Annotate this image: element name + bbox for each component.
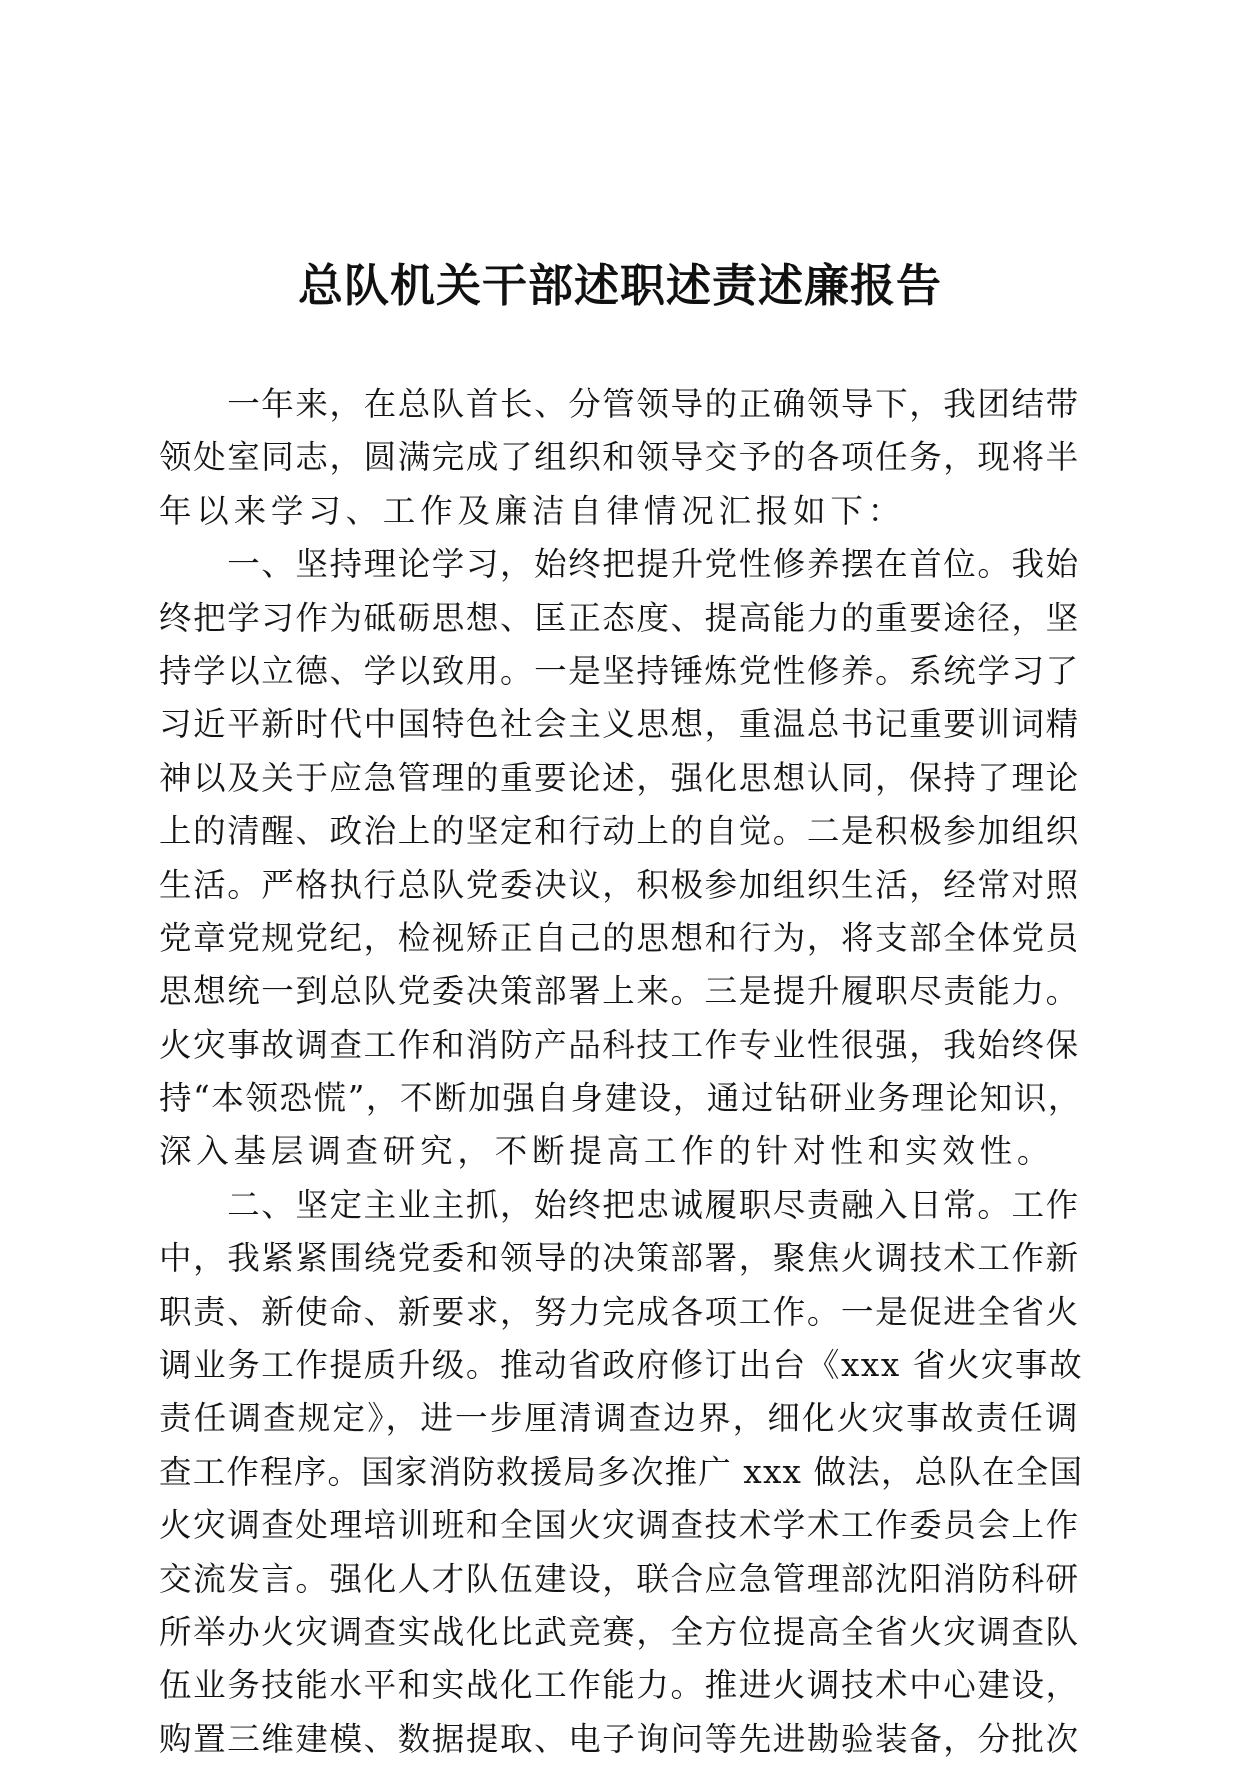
body-line: 查工作程序。国家消防救援局多次推广 xxx 做法，总队在全国 (159, 1452, 1084, 1491)
body-line: 领处室同志，圆满完成了组织和领导交予的各项任务，现将半 (159, 438, 1080, 477)
body-line: 持“本领恐慌”，不断加强自身建设，通过钻研业务理论知识， (159, 1079, 1083, 1118)
body-line: 习近平新时代中国特色社会主义思想，重温总书记重要训词精 (159, 705, 1080, 744)
document-body (159, 378, 1083, 1766)
body-line: 伍业务技能水平和实战化工作能力。推进火调技术中心建设， (159, 1666, 1080, 1705)
body-line: 神以及关于应急管理的重要论述，强化思想认同，保持了理论 (159, 758, 1080, 797)
body-line: 终把学习作为砥砺思想、匡正态度、提高能力的重要途径，坚 (159, 598, 1080, 637)
body-line: 上的清醒、政治上的坚定和行动上的自觉。二是积极参加组织 (159, 812, 1080, 851)
body-line: 生活。严格执行总队党委决议，积极参加组织生活，经常对照 (159, 865, 1080, 904)
body-line: 一年来，在总队首长、分管领导的正确领导下，我团结带 (159, 385, 1080, 423)
body-line: 火灾事故调查工作和消防产品科技工作专业性很强，我始终保 (159, 1025, 1080, 1064)
body-line: 深入基层调查研究，不断提高工作的针对性和实效性。 (159, 1132, 1055, 1171)
body-line: 党章党规党纪，检视矫正自己的思想和行为，将支部全体党员 (159, 918, 1080, 957)
body-line: 二、坚定主业主抓，始终把忠诚履职尽责融入日常。工作 (159, 1185, 1080, 1224)
body-line: 职责、新使命、新要求，努力完成各项工作。一是促进全省火 (159, 1292, 1080, 1331)
document-title: 总队机关干部述职述责述廉报告 (297, 259, 942, 312)
body-line: 所举办火灾调查实战化比武竞赛，全方位提高全省火灾调查队 (159, 1612, 1080, 1651)
body-line: 年以来学习、工作及廉洁自律情况汇报如下： (159, 491, 906, 530)
body-line: 持学以立德、学以致用。一是坚持锤炼党性修养。系统学习了 (159, 651, 1080, 690)
body-line: 购置三维建模、数据提取、电子询问等先进勘验装备，分批次 (159, 1719, 1080, 1758)
body-line: 调业务工作提质升级。推动省政府修订出台《xxx 省火灾事故 (159, 1346, 1084, 1385)
body-line: 思想统一到总队党委决策部署上来。三是提升履职尽责能力。 (159, 972, 1080, 1011)
body-line: 一、坚持理论学习，始终把提升党性修养摆在首位。我始 (159, 545, 1080, 584)
body-line: 中，我紧紧围绕党委和领导的决策部署，聚焦火调技术工作新 (159, 1239, 1080, 1278)
body-line: 交流发言。强化人才队伍建设，联合应急管理部沈阳消防科研 (159, 1559, 1080, 1598)
body-line: 责任调查规定》，进一步厘清调查边界，细化火灾事故责任调 (159, 1399, 1080, 1438)
body-line: 火灾调查处理培训班和全国火灾调查技术学术工作委员会上作 (159, 1506, 1080, 1545)
